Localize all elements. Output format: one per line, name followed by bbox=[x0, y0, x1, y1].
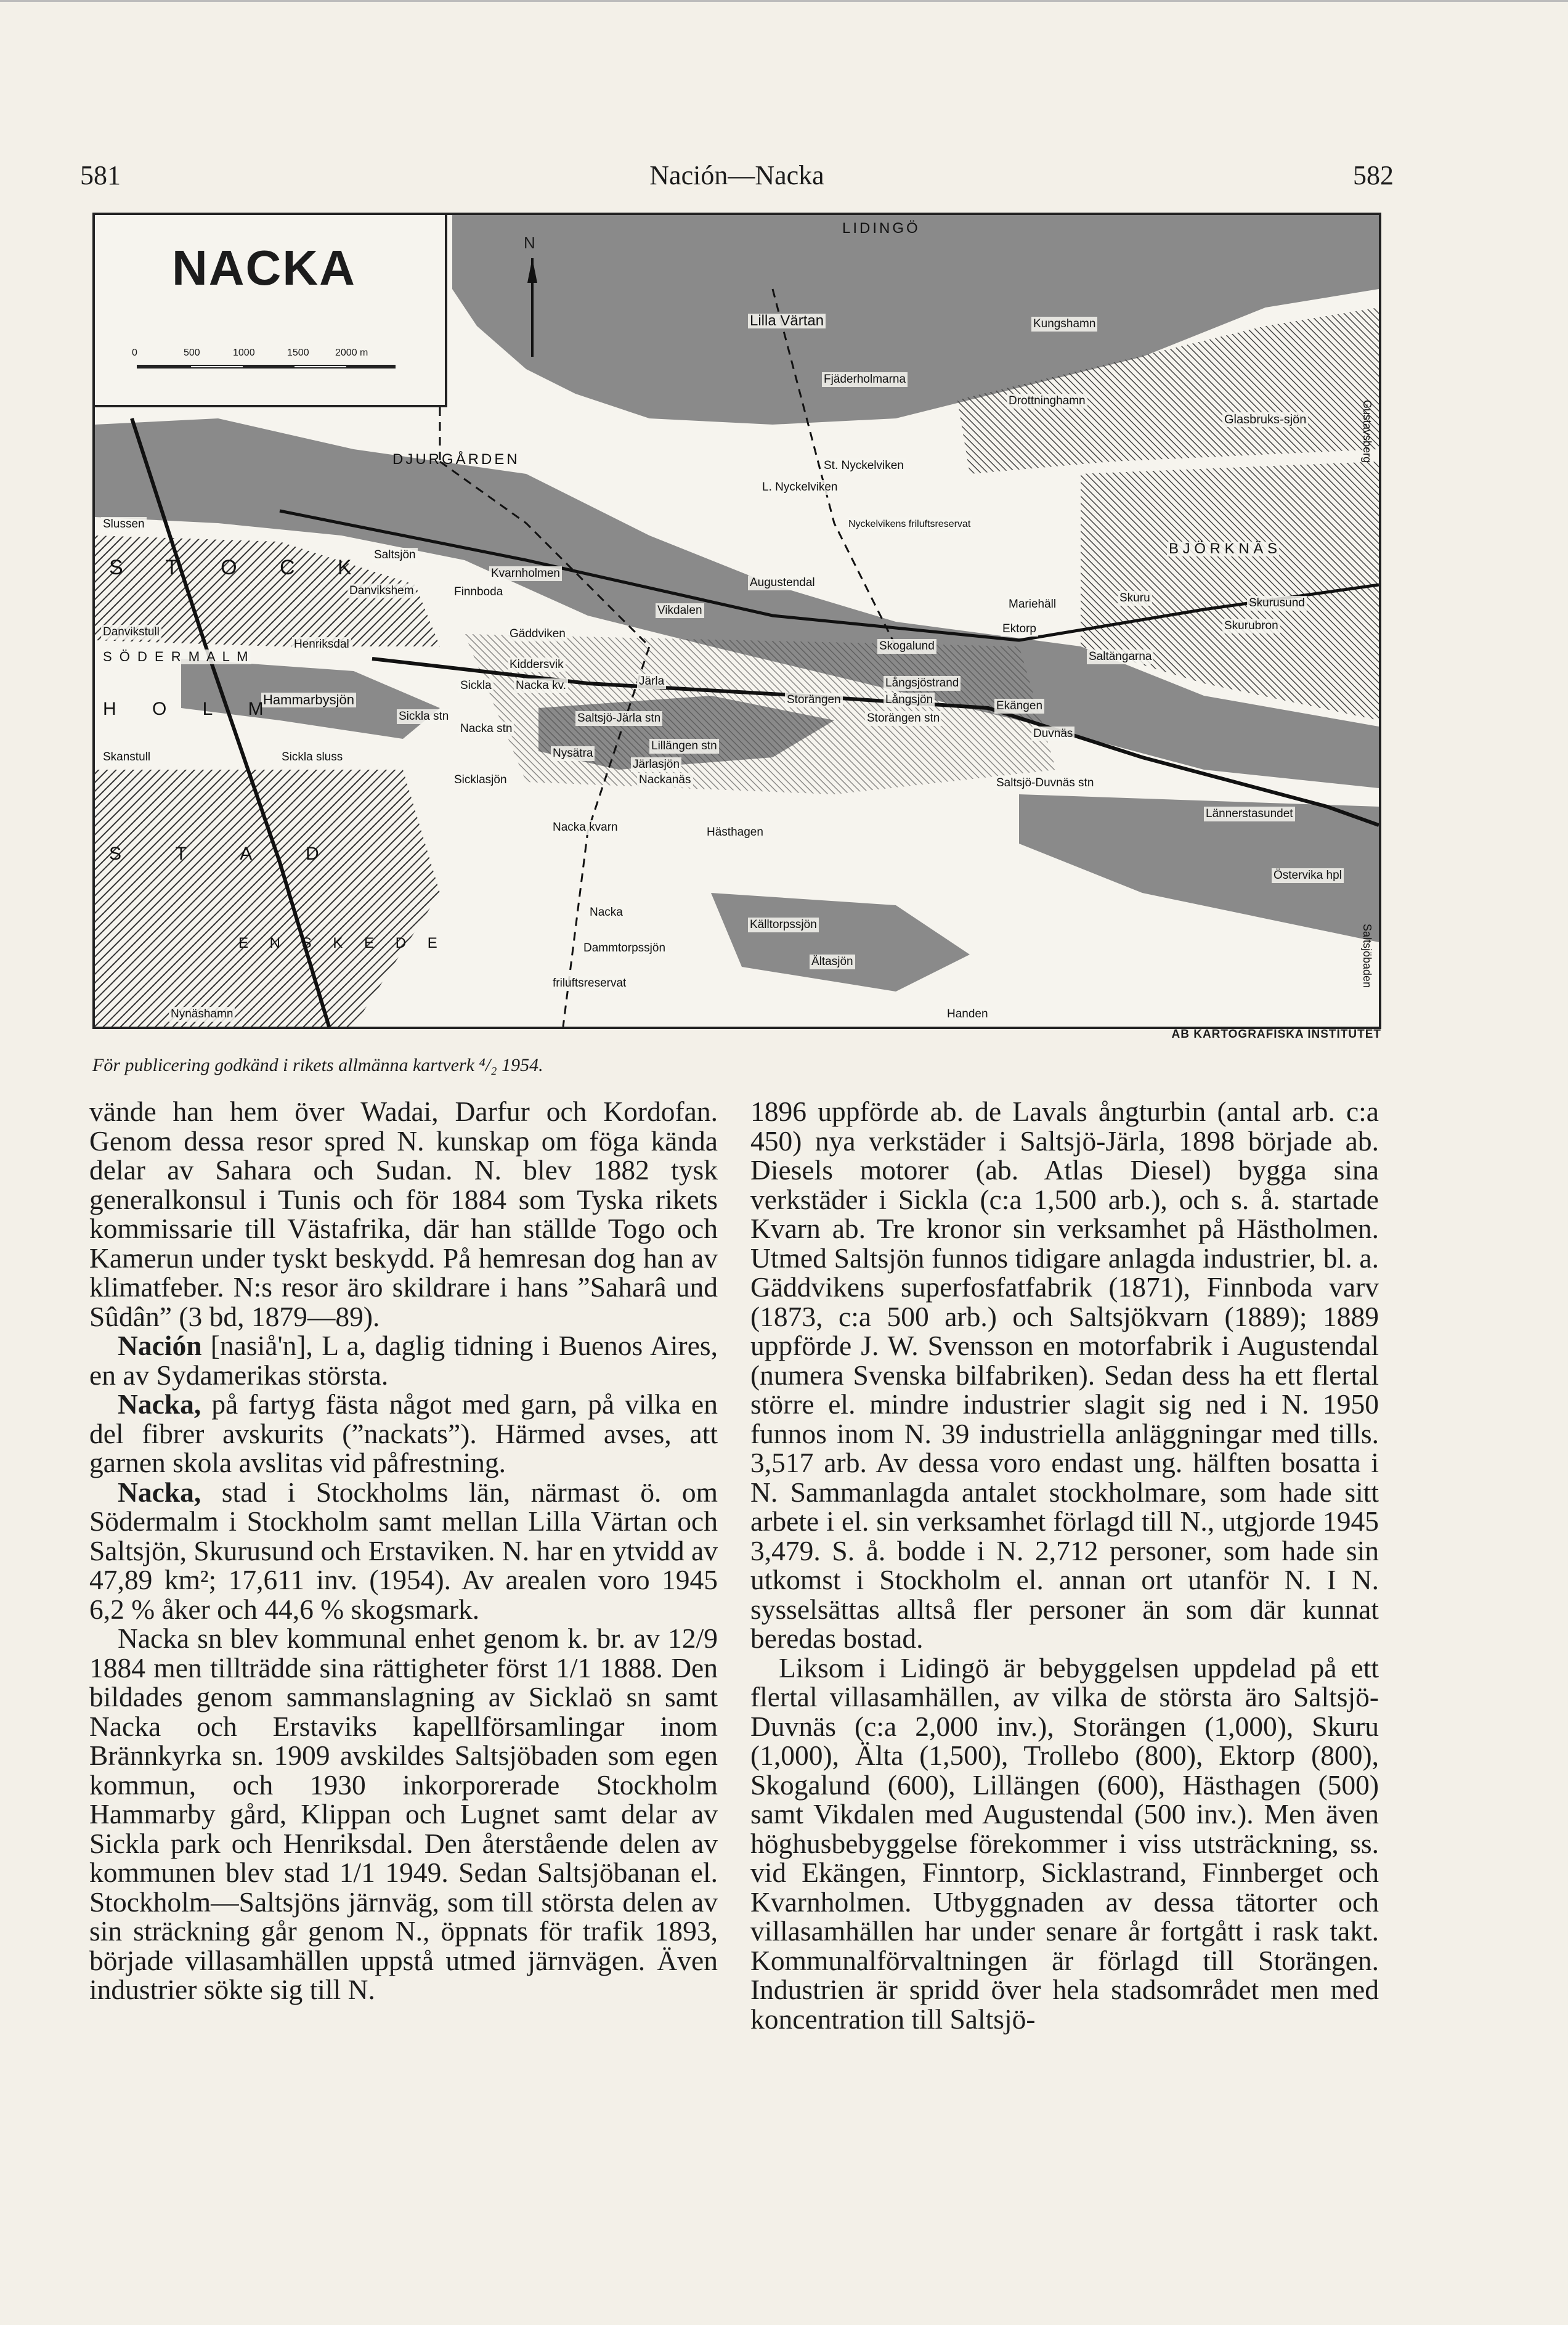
label-storangen: Storängen bbox=[785, 693, 843, 707]
label-duvnas: Duvnäs bbox=[1031, 727, 1074, 741]
label-kungshamn: Kungshamn bbox=[1031, 317, 1097, 332]
label-lillangen-stn: Lillängen stn bbox=[649, 739, 719, 754]
top-edge-line bbox=[0, 0, 1568, 2]
label-saltsjobaden: Saltsjöbaden bbox=[1361, 924, 1373, 988]
label-hasthagen: Hästhagen bbox=[705, 825, 765, 840]
label-saltsjo-jarla-stn: Saltsjö-Järla stn bbox=[575, 711, 662, 726]
label-danvikshem: Danvikshem bbox=[347, 584, 416, 598]
label-nacka: Nacka bbox=[588, 905, 625, 920]
map-credit: AB KARTOGRAFISKA INSTITUTET bbox=[1171, 1028, 1381, 1041]
label-sickla-stn: Sickla stn bbox=[397, 709, 450, 724]
label-nyckelvikens-friluftsreservat: Nyckelvikens friluftsreservat bbox=[847, 517, 972, 532]
paragraph: Nacka sn blev kommunal enhet genom k. br. av 12/9 1884 men tillträdde sina rättigheter först 1/1 1888. Den bildades genom sammanslagning av Sicklaö sn samt Nacka och Erstaviks kapellförsamlingar inom Brännkyrka sn. 1909 avskildes Saltsjöbaden som egen kommun, och 1930 inkorporerade Stockholm Hammarby gård, Klippan och Lugnet samt delar av Sickla park och Henriksdal. Den återstående delen av kommunen blev stad 1/1 1949. Sedan Saltsjöbanan el. Stockholm—Saltsjöns järnväg, som till största delen av sin sträckning går genom N., öppnats för trafik 1893, började villasamhällen uppstå utmed järnvägen. Även industrier sökte sig till N. bbox=[89, 1623, 718, 2005]
label-nacka-kvarn-2: Nacka kvarn bbox=[551, 820, 620, 835]
map-legend bbox=[95, 215, 447, 407]
scale-label: 500 bbox=[184, 348, 200, 358]
label-drottninghamn: Drottninghamn bbox=[1007, 394, 1087, 409]
page-number-right: 582 bbox=[1353, 160, 1394, 190]
label-saltsjon: Saltsjön bbox=[372, 548, 418, 563]
label-kiddersvik: Kiddersvik bbox=[508, 658, 566, 672]
scale-bar-segment bbox=[293, 365, 347, 368]
entry-head: Nacka, bbox=[118, 1476, 201, 1508]
label-holm: H O L M bbox=[103, 699, 279, 719]
scale-label: 0 bbox=[132, 348, 137, 358]
page-header bbox=[80, 154, 1394, 197]
label-sicklasjon: Sicklasjön bbox=[452, 773, 509, 788]
paragraph: vände han hem över Wadai, Darfur och Kordofan. Genom dessa resor spred N. kunskap om föga kända delar av Sahara och Sudan. N. blev 1882 tysk generalkonsul i Tunis och för 1884 som Tyska rikets kommissarie till Västafrika, där han ställde Togo och Kamerun under tyskt beskydd. På hemresan dog han av klimatfeber. N:s resor äro skildrare i hans ”Saharâ und Sûdân” (3 bd, 1879—89). bbox=[89, 1096, 718, 1332]
label-augustendal: Augustendal bbox=[748, 576, 817, 590]
label-hammarbysjon: Hammarbysjön bbox=[261, 693, 356, 707]
label-lilla-vartan: Lilla Värtan bbox=[748, 314, 826, 328]
label-nynashamn: Nynäshamn bbox=[169, 1007, 235, 1022]
water-altasjon bbox=[711, 893, 970, 991]
label-kalltorpssjon: Källtorpssjön bbox=[748, 918, 819, 932]
label-mariehall: Mariehäll bbox=[1007, 597, 1058, 612]
entry-head: Nación bbox=[118, 1330, 202, 1361]
label-saltangarna: Saltängarna bbox=[1087, 649, 1153, 664]
label-langsjostrand: Långsjöstrand bbox=[884, 676, 961, 691]
label-saltsjo-duvnas-stn: Saltsjö-Duvnäs stn bbox=[994, 776, 1095, 791]
text-column-right bbox=[750, 1097, 1379, 2034]
label-nacka-stn: Nacka stn bbox=[458, 722, 514, 736]
paragraph: Nacka, stad i Stockholms län, närmast ö. om Södermalm i Stockholm samt mellan Lilla Värtan och Saltsjön, Skurusund och Erstaviken. N. har en ytvidd av 47,89 km²; 17,611 inv. (1954). Av arealen voro 1945 6,2 % åker och 44,6 % skogsmark. bbox=[89, 1476, 718, 1625]
north-arrow bbox=[520, 234, 545, 357]
scale-bar-line bbox=[137, 365, 396, 368]
label-sickla-sluss: Sickla sluss bbox=[280, 750, 344, 765]
map-title: NACKA bbox=[172, 240, 356, 295]
label-gaddviken: Gäddviken bbox=[508, 627, 567, 641]
label-osterviks-hpl: Östervika hpl bbox=[1272, 868, 1344, 883]
label-stad: S T A D bbox=[109, 844, 344, 864]
entry-head: Nacka, bbox=[118, 1388, 201, 1420]
page-number-left: 581 bbox=[80, 160, 121, 190]
scale-bar-segment bbox=[190, 365, 244, 368]
label-langsjon: Långsjön bbox=[884, 693, 935, 707]
paragraph: Nación [nasiå'n], L a, daglig tidning i Buenos Aires, en av Sydamerikas största. bbox=[89, 1330, 718, 1391]
label-friluftsreservat: friluftsreservat bbox=[551, 976, 628, 991]
label-stockholm-top: S T O C K bbox=[109, 556, 370, 579]
running-title: Nación—Nacka bbox=[649, 160, 824, 190]
scale-bar bbox=[132, 348, 421, 385]
label-skurusund: Skurusund bbox=[1247, 596, 1307, 611]
label-nysatra: Nysätra bbox=[551, 746, 595, 761]
map-caption: För publicering godkänd i rikets allmänna kartverk ⁴/₂ 1954. bbox=[92, 1055, 543, 1075]
scale-label: 1500 bbox=[287, 348, 309, 358]
label-jarlasjon: Järlasjön bbox=[631, 757, 681, 772]
label-glasbruks-sjon: Glasbruks-sjön bbox=[1222, 412, 1308, 427]
label-ekangen: Ekängen bbox=[994, 699, 1044, 714]
scale-label: 2000 m bbox=[335, 348, 368, 358]
label-altasjon: Ältasjön bbox=[810, 955, 855, 969]
label-ektorp: Ektorp bbox=[1001, 622, 1038, 637]
label-st-nyckelviken: St. Nyckelviken bbox=[822, 458, 906, 473]
label-skuru: Skuru bbox=[1118, 591, 1152, 606]
label-jarla: Järla bbox=[637, 674, 666, 689]
text-column-left bbox=[89, 1097, 718, 2005]
label-lannerstasundet: Lännerstasundet bbox=[1204, 807, 1295, 821]
paragraph: 1896 uppförde ab. de Lavals ångturbin (antal arb. c:a 450) nya verkstäder i Saltsjö-Järla, 1898 började ab. Diesels motorer (ab. Atlas Diesel) bygga sina verkstäder i Sickla (c:a 1,500 arb.), och s. å. startade Kvarn ab. Tre kronor sin verksamhet på Hästholmen. Utmed Saltsjön funnos tidigare anlagda industrier, bl. a. Gäddvikens superfosfatfabrik (1871), Finnboda varv (1873, c:a 500 arb.) och Saltsjökvarn (1889); 1889 uppförde J. W. Svensson en motorfabrik i Augustendal (numera Svenska bilfabriken). Sedan dess ha ett flertal större el. mindre industrier slagit sig ned i N. 1950 funnos inom N. 39 industriella anläggningar med tills. 3,517 arb. Av dessa voro endast ung. hälften bosatta i N. Sammanlagda antalet stockholmare, som hade sitt arbete i el. sin verksamhet förlagd till N., utgjorde 1945 3,479. S. å. bodde i N. 2,712 personer, som hade sin utkomst i Stockholm el. annan ort utanför N. I N. sysselsättas alltså fler personer än som där kunnat beredas bostad. bbox=[750, 1096, 1379, 1654]
north-arrow-icon bbox=[520, 234, 545, 357]
paragraph: Liksom i Lidingö är bebyggelsen uppdelad på ett flertal villasamhällen, av vilka de största äro Saltsjö-Duvnäs (c:a 2,000 inv.), Storängen (1,000), Skuru (1,000), Älta (1,500), Trollebo (800), Ektorp (800), Skogalund (600), Lillängen (600), Hästhagen (500) samt Vikdalen med Augustendal (500 inv.). Men även höghusbebyggelse förekommer i viss utsträckning, ss. vid Ekängen, Finntorp, Sicklastrand, Finnberget och Kvarnholmen. Utbyggnaden av dessa tätorter och villasamhällen har under senare år fortgått i rask takt. Kommunalförvaltningen är förlagd till Storängen. Industrien är spridd över hela stadsområdet men med koncentration till Saltsjö- bbox=[750, 1651, 1379, 2035]
label-skurubron: Skurubron bbox=[1222, 619, 1280, 633]
label-sickla: Sickla bbox=[458, 678, 494, 693]
label-nackanas: Nackanäs bbox=[637, 773, 693, 788]
builtup-enskede bbox=[95, 770, 440, 1027]
label-finnboda: Finnboda bbox=[452, 585, 505, 600]
scale-label: 1000 bbox=[233, 348, 255, 358]
label-skanstull: Skanstull bbox=[101, 750, 152, 765]
label-vikdalen: Vikdalen bbox=[656, 603, 704, 618]
label-sodermalm: S Ö D E R M A L M bbox=[101, 649, 251, 664]
label-bjorknas: B J Ö R K N Ä S bbox=[1167, 542, 1279, 556]
label-dammtorpssjon: Dammtorpssjön bbox=[582, 941, 667, 956]
label-slussen: Slussen bbox=[101, 517, 147, 532]
label-storangen-stn: Storängen stn bbox=[865, 711, 941, 726]
label-kvarnholmen: Kvarnholmen bbox=[489, 566, 562, 581]
label-nacka-kvarn: Nacka kv. bbox=[514, 678, 568, 693]
label-skogalund: Skogalund bbox=[877, 639, 936, 654]
label-enskede: E N S K E D E bbox=[238, 935, 446, 951]
label-fjaderholmarna: Fjäderholmarna bbox=[822, 372, 908, 387]
label-lidingo: LIDINGÖ bbox=[842, 220, 920, 237]
label-djurgarden: DJURGÅRDEN bbox=[392, 451, 520, 468]
label-l-nyckelviken: L. Nyckelviken bbox=[760, 480, 840, 495]
nacka-map bbox=[92, 213, 1381, 1029]
label-handen: Handen bbox=[945, 1007, 990, 1022]
north-label: N bbox=[524, 234, 535, 252]
label-gustavsberg: Gustavsberg bbox=[1361, 400, 1373, 463]
label-henriksdal: Henriksdal bbox=[292, 637, 351, 652]
label-danvikstull: Danvikstull bbox=[101, 625, 161, 640]
paragraph: Nacka, på fartyg fästa något med garn, på vilka en del fibrer avskurits (”nackats”). Härmed avses, att garnen skola avslitas vid påfrestning. bbox=[89, 1388, 718, 1478]
